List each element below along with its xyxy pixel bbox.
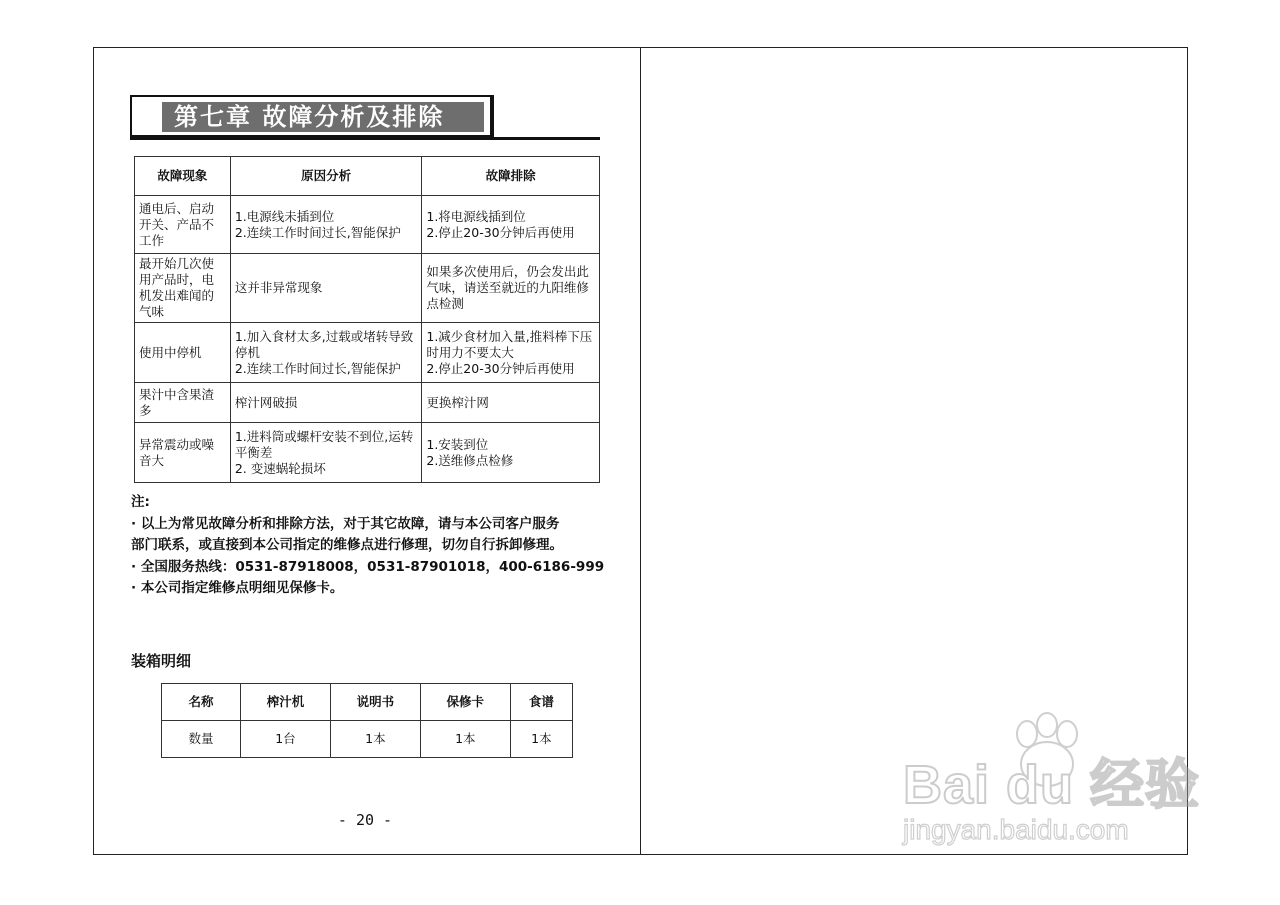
page-number: - 20 - bbox=[337, 811, 393, 829]
header-fix: 故障排除 bbox=[422, 157, 600, 196]
packing-title: 装箱明细 bbox=[131, 652, 192, 670]
note-line: · 本公司指定维修点明细见保修卡。 bbox=[131, 580, 344, 596]
packing-table bbox=[161, 683, 573, 758]
cause-cell: 1.加入食材太多,过载或堵转导致停机 2.连续工作时间过长,智能保护 bbox=[230, 323, 422, 383]
symptom-cell: 使用中停机 bbox=[135, 323, 231, 383]
note-line: · 以上为常见故障分析和排除方法，对于其它故障，请与本公司客户服务 bbox=[131, 515, 560, 532]
fix-cell: 更换榨汁网 bbox=[422, 383, 600, 423]
table-row bbox=[135, 196, 600, 254]
symptom-cell: 最开始几次使用产品时，电机发出难闻的气味 bbox=[135, 254, 231, 323]
baidu-jingyan-watermark bbox=[903, 712, 1203, 857]
chapter-title-box bbox=[130, 95, 494, 137]
watermark-url: jingyan.baidu.com bbox=[903, 814, 1129, 845]
chapter-title: 第七章 故障分析及排除 bbox=[174, 103, 445, 131]
watermark-brand: Bai du 经验 bbox=[903, 755, 1201, 815]
fault-table-header-row bbox=[135, 157, 600, 196]
notes-section bbox=[131, 492, 611, 600]
header-cause: 原因分析 bbox=[230, 157, 422, 196]
packing-value-cell: 1本 bbox=[510, 721, 572, 758]
packing-header-cell: 榨汁机 bbox=[241, 684, 331, 721]
cause-cell: 这并非异常现象 bbox=[230, 254, 422, 323]
packing-header-cell: 说明书 bbox=[330, 684, 420, 721]
header-symptom: 故障现象 bbox=[135, 157, 231, 196]
note-line: 部门联系，或直接到本公司指定的维修点进行修理，切勿自行拆卸修理。 bbox=[131, 537, 563, 553]
table-row bbox=[135, 423, 600, 483]
packing-value-cell: 1本 bbox=[420, 721, 510, 758]
fix-cell: 1.将电源线插到位 2.停止20-30分钟后再使用 bbox=[422, 196, 600, 254]
cause-cell: 1.电源线未插到位 2.连续工作时间过长,智能保护 bbox=[230, 196, 422, 254]
cause-cell: 1.进料筒或螺杆安装不到位,运转平衡差 2. 变速蜗轮损坏 bbox=[230, 423, 422, 483]
packing-header-cell: 食谱 bbox=[510, 684, 572, 721]
symptom-cell: 果汁中含果渣多 bbox=[135, 383, 231, 423]
symptom-cell: 异常震动或噪音大 bbox=[135, 423, 231, 483]
chapter-header bbox=[130, 95, 600, 141]
packing-value-cell: 数量 bbox=[162, 721, 241, 758]
packing-value-row bbox=[162, 721, 573, 758]
packing-header-cell: 保修卡 bbox=[420, 684, 510, 721]
packing-value-cell: 1台 bbox=[241, 721, 331, 758]
fix-cell: 如果多次使用后，仍会发出此气味，请送至就近的九阳维修点检测 bbox=[422, 254, 600, 323]
packing-header-row bbox=[162, 684, 573, 721]
table-row bbox=[135, 323, 600, 383]
packing-header-cell: 名称 bbox=[162, 684, 241, 721]
packing-value-cell: 1本 bbox=[330, 721, 420, 758]
fix-cell: 1.减少食材加入量,推料棒下压时用力不要太大 2.停止20-30分钟后再使用 bbox=[422, 323, 600, 383]
fix-cell: 1.安装到位 2.送维修点检修 bbox=[422, 423, 600, 483]
cause-cell: 榨汁网破损 bbox=[230, 383, 422, 423]
notes-label: 注: bbox=[131, 494, 150, 510]
chapter-title-band bbox=[162, 102, 484, 132]
symptom-cell: 通电后、启动开关、产品不工作 bbox=[135, 196, 231, 254]
chapter-underline bbox=[130, 137, 600, 140]
fault-table bbox=[134, 156, 600, 483]
note-line: · 全国服务热线：0531-87918008，0531-87901018，400-6186-999 bbox=[131, 558, 605, 575]
table-row bbox=[135, 254, 600, 323]
table-row bbox=[135, 383, 600, 423]
